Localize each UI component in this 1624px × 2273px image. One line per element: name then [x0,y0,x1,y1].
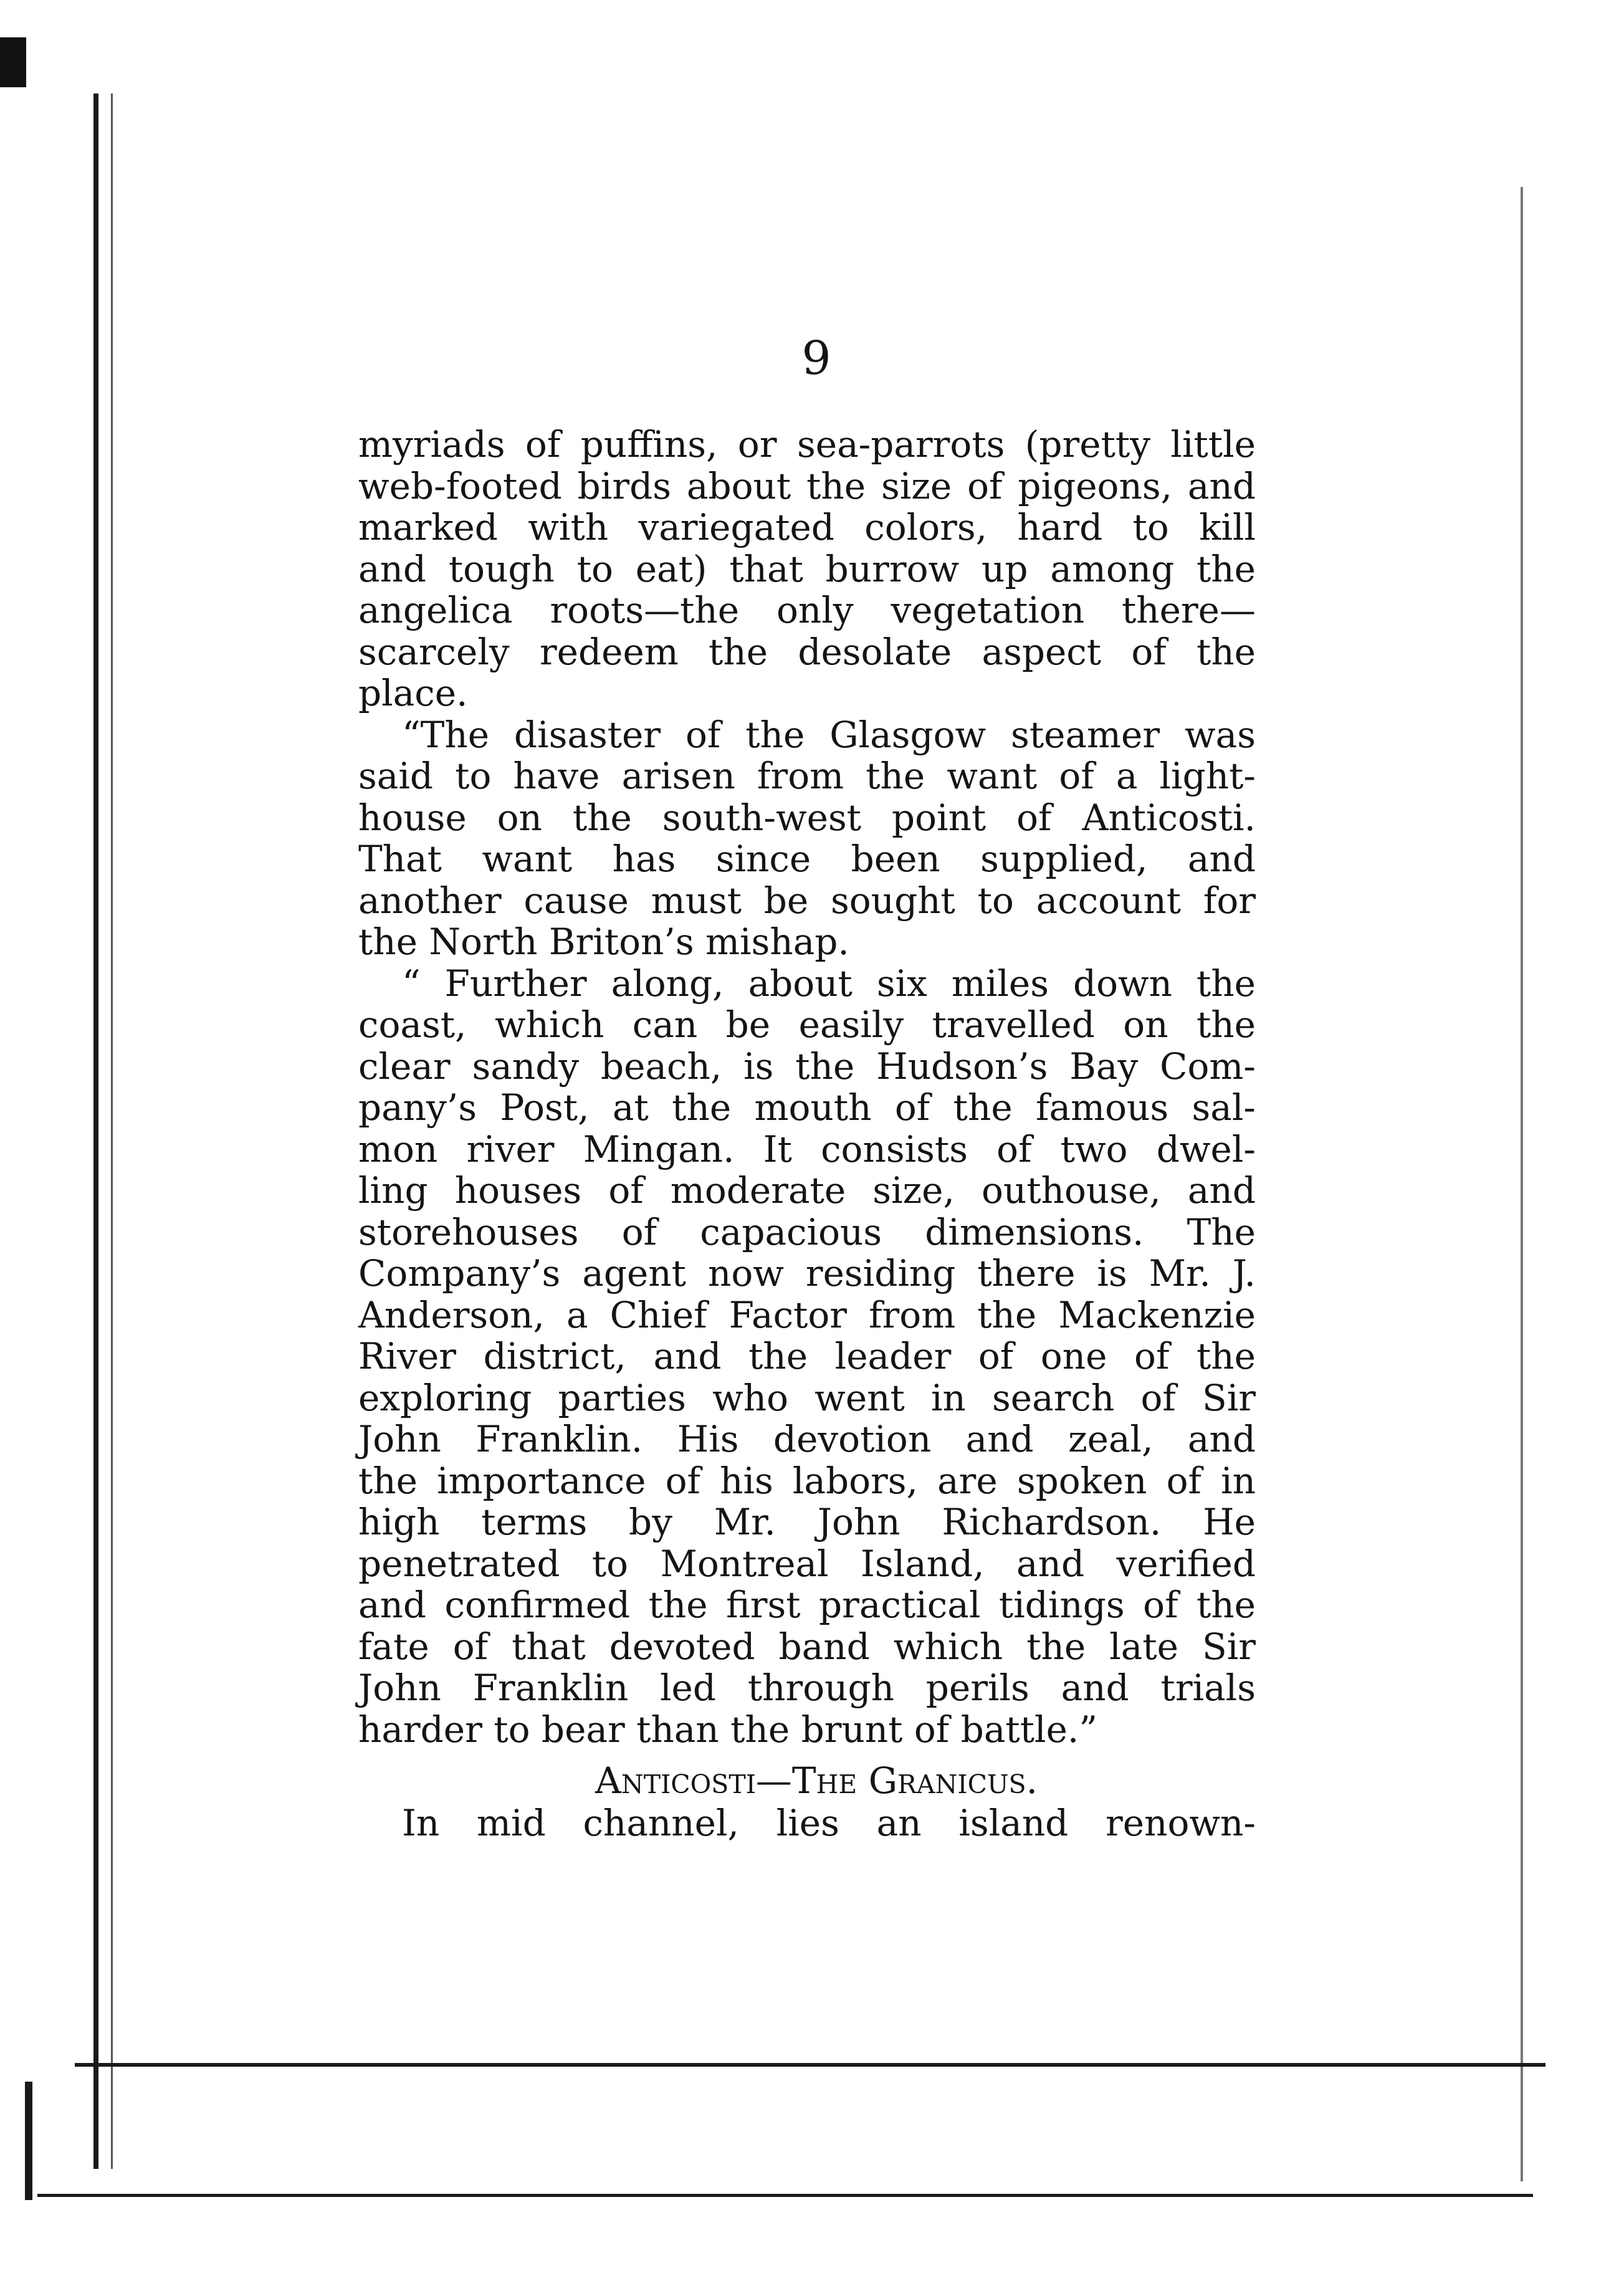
text-line: penetrated to Montreal Island, and verified [358,1542,1256,1585]
text-line: “ Further along, about six miles down the [402,962,1256,1005]
page-edge-rule-left-inner [111,93,113,2169]
paragraph [358,424,1256,714]
text-line: storehouses of capacious dimensions. The [358,1210,1256,1253]
paragraph [358,714,1256,963]
body-text [358,424,1256,1844]
page-edge-rule-bottom [75,2063,1545,2067]
text-line: ling houses of moderate size, outhouse, and [358,1169,1256,1212]
text-line: and tough to eat) that burrow up among the [358,547,1256,590]
page-edge-rule-bottom-outer [37,2194,1533,2197]
text-line: marked with variegated colors, hard to kill [358,506,1256,548]
text-line: another cause must be sought to account for [358,879,1256,922]
text-line: clear sandy beach, is the Hudson’s Bay Com- [358,1045,1256,1088]
text-line: exploring parties who went in search of Sir [358,1376,1256,1419]
text-line: house on the south-west point of Anticosti. [358,796,1256,839]
text-line: and confirmed the first practical tidings of the [358,1584,1256,1626]
text-line: pany’s Post, at the mouth of the famous sal- [358,1086,1256,1129]
text-line: said to have arisen from the want of a light- [358,755,1256,797]
text-line: myriads of puffins, or sea-parrots (pretty little [358,423,1256,466]
page-edge-foot-mark [25,2082,32,2200]
text-line: fate of that devoted band which the late Sir [358,1625,1256,1668]
text-line: In mid channel, lies an island renown- [402,1802,1256,1844]
text-line: Company’s agent now residing there is Mr. J. [358,1252,1256,1294]
text-line: River district, and the leader of one of the [358,1335,1256,1377]
text-line: mon river Mingan. It consists of two dwel- [358,1127,1256,1170]
text-line: place. [358,672,468,714]
text-line: high terms by Mr. John Richardson. He [358,1501,1256,1543]
paragraph [358,963,1256,1751]
scan-corner-mark [0,37,26,87]
text-line: coast, which can be easily travelled on the [358,1003,1256,1046]
text-line: the North Briton’s mishap. [358,921,849,963]
paragraph [358,1802,1256,1844]
text-line: harder to bear than the brunt of battle.” [358,1708,1097,1751]
text-line: John Franklin. His devotion and zeal, and [358,1418,1256,1460]
page-edge-rule-right [1521,187,1523,2181]
text-line: “The disaster of the Glasgow steamer was [402,713,1256,756]
text-line: scarcely redeem the desolate aspect of the [358,630,1256,673]
text-line: the importance of his labors, are spoken of in [358,1459,1256,1502]
text-line: John Franklin led through perils and trials [358,1667,1256,1709]
page-number: 9 [801,332,831,385]
text-line: That want has since been supplied, and [358,838,1256,880]
text-line: web-footed birds about the size of pigeons, and [358,464,1256,507]
page-edge-rule-left [93,93,98,2169]
section-heading: Anticosti—The Granicus. [595,1759,1038,1802]
text-line: angelica roots—the only vegetation there— [358,589,1256,631]
text-line: Anderson, a Chief Factor from the Mackenzie [358,1293,1256,1336]
